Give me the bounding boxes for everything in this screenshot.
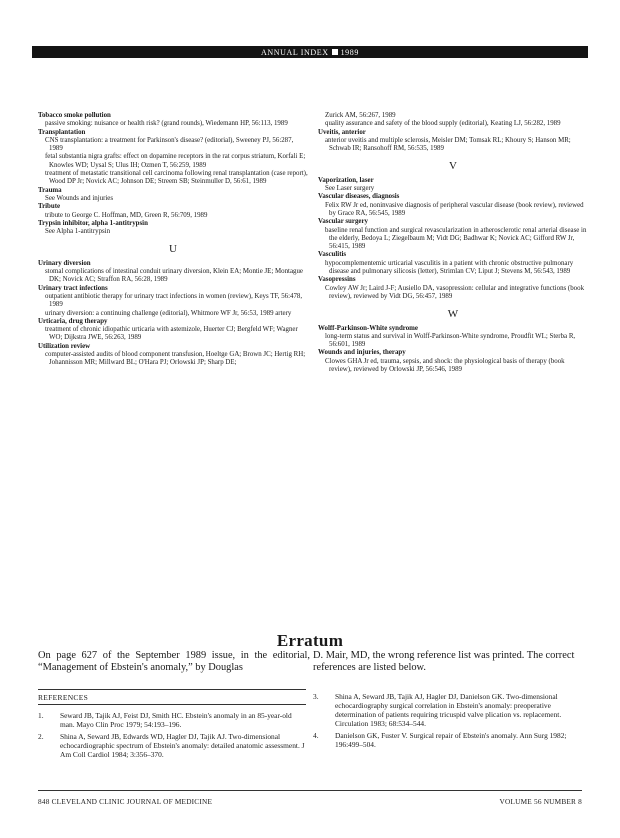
index-group-u xyxy=(38,260,308,368)
reference-number: 2. xyxy=(38,732,44,741)
header-square-glyph xyxy=(332,49,338,55)
index-subentry: long-term status and survival in Wolff-Parkinson-White syndrome, Proudfit WL; Sterba R, 56:601, 1989 xyxy=(325,332,576,349)
index-subentry: See Laser surgery xyxy=(325,185,375,193)
reference-item xyxy=(313,731,581,749)
index-subentry: fetal substantia nigra grafts: effect on dopamine receptors in the rat corpus striatum, Korfali E; Knowles WD; Uysal S; Ulus IH; Ozmen T, 56:259, 1989 xyxy=(45,153,306,169)
index-subentry: Cowley AW Jr; Laird J-F; Ausiello DA, vasopression: cellular and integrative functions (book review), reviewed by Vidt DG, 56:457, 1989 xyxy=(325,284,585,300)
index-subentry: Clowes GHA Jr ed, trauma, sepsis, and shock: the physiological basis of therapy (book review), reviewed by Orlowski JP, 56:546, 1989 xyxy=(325,357,565,374)
section-letter-w: W xyxy=(447,308,459,321)
section-letter-u: U xyxy=(169,243,177,256)
index-heading: Vascular surgery xyxy=(318,218,368,226)
reference-item xyxy=(313,692,581,728)
index-heading: Utilization review xyxy=(38,342,91,350)
index-subentry: Zurick AM, 56:267, 1989 xyxy=(325,112,396,119)
index-heading: Trypsin inhibitor, alpha 1-antitrypsin xyxy=(38,219,148,227)
index-subentry: computer-assisted audits of blood component transfusion, Hoeltge GA; Brown JC; Hertig RH; Johannisson MR; Millward BL; O'Hara PJ; Orlowski JP; Sharp DE; xyxy=(45,351,306,367)
footer-journal: 848 CLEVELAND CLINIC JOURNAL OF MEDICINE xyxy=(38,797,213,806)
references-list-left xyxy=(38,711,306,762)
index-subentry: Felix RW Jr ed, noninvasive diagnosis of peripheral vascular disease (book review), reviewed by Grace RA, 56:545, 1989 xyxy=(325,201,584,217)
section-letter-v: V xyxy=(449,160,457,173)
running-header xyxy=(32,46,588,58)
footer-volume: VOLUME 56 NUMBER 8 xyxy=(499,797,582,806)
index-subentry: passive smoking: nuisance or health risk? (grand rounds), Wiedemann HP, 56:113, 1989 xyxy=(45,120,288,128)
index-group-v xyxy=(318,177,588,301)
index-continuation xyxy=(318,112,588,129)
index-heading: Urinary tract infections xyxy=(38,284,108,292)
index-subentry: stomal complications of intestinal conduit urinary diversion, Klein EA; Montie JE; Montague DK; Novick AC; Straffon RA, 56:28, 1989 xyxy=(45,268,303,284)
index-subentry: See Alpha 1-antitrypsin xyxy=(45,228,111,236)
index-heading: Vaporization, laser xyxy=(318,176,374,184)
index-subentry: anterior uveitis and multiple sclerosis, Meisler DM; Tomsak RL; Khoury S; Hanson MR; Schwab IR; Ransohoff RM, 56:535, 1989 xyxy=(325,136,571,153)
reference-number: 1. xyxy=(38,711,44,720)
index-group-w xyxy=(318,325,588,375)
references-heading: REFERENCES xyxy=(38,693,89,702)
index-group-t xyxy=(38,112,308,236)
index-heading: Tribute xyxy=(38,203,61,211)
references-list-right xyxy=(313,692,581,752)
index-column-left xyxy=(38,112,308,368)
index-heading: Uveitis, anterior xyxy=(318,128,366,136)
reference-item xyxy=(38,732,306,759)
index-subentry: outpatient antibiotic therapy for urinary tract infections in women (review), Keys TF, 56:478, 1989 xyxy=(45,292,303,309)
index-heading: Tobacco smoke pollution xyxy=(38,112,111,119)
index-subentry: baseline renal function and surgical revascularization in atherosclerotic renal arterial disease in the elderly, Bedoya L; Ziegelbaum M; Vidt DG; Badhwar K; Novick AC; Gifford RW Jr, 56:415, 1989 xyxy=(325,226,587,251)
index-subentry: hypocomplementemic urticarial vasculitis in a patient with chronic obstructive pulmonary disease and pulmonary silicosis (letter), Strimlan CV; Liput J; Stevens M, 56:543, 1989 xyxy=(325,259,574,276)
index-heading: Urticaria, drug therapy xyxy=(38,317,108,325)
index-heading: Wounds and injuries, therapy xyxy=(318,349,406,357)
index-subentry: tribute to George C. Hoffman, MD, Green R, 56:709, 1989 xyxy=(45,211,208,219)
index-group-u-cont xyxy=(318,129,588,154)
index-subentry: CNS transplantation: a treatment for Parkinson's disease? (editorial), Sweeney PJ, 56:287, 1989 xyxy=(45,136,294,153)
reference-text: Seward JB, Tajik AJ, Feist DJ, Smith HC. Ebstein's anomaly in an 85-year-old man. Mayo Clin Proc 1979; 54:193–196. xyxy=(60,711,292,729)
reference-item xyxy=(38,711,306,729)
erratum-intro-right: D. Mair, MD, the wrong reference list was printed. The correct references are listed below. xyxy=(313,650,575,674)
index-subentry: treatment of chronic idiopathic urticaria with astemizole, Huerter CJ; Bergfeld WF; Wagner WO; Dijkstra JWE, 56:263, 1989 xyxy=(45,326,298,342)
references-top-rule xyxy=(38,689,306,690)
header-year: 1989 xyxy=(340,47,359,57)
index-subentry: See Wounds and injuries xyxy=(45,194,114,202)
index-heading: Vasculitis xyxy=(318,251,347,259)
references-heading-rule xyxy=(38,704,306,705)
reference-text: Shina A, Seward JB, Tajik AJ, Hagler DJ, Danielson GK. Two-dimensional echocardiography surgical correlation in Ebstein's anomaly: preoperative determination of patients requiring tricuspid valve plication vs. replacement. Circulation 1983; 68:534–544. xyxy=(335,692,562,728)
reference-text: Shina A, Seward JB, Edwards WD, Hagler DJ, Tajik AJ. Two-dimensional echocardiographic spectrum of Ebstein's anomaly: detailed anatomic assessment. J Am Coll Cardiol 1984; 3:356–370. xyxy=(60,732,305,759)
index-subentry: urinary diversion: a continuing challenge (editorial), Whitmore WF Jr, 56:53, 1989 artery xyxy=(45,309,292,317)
index-heading: Transplantation xyxy=(38,128,86,136)
erratum-intro-left: On page 627 of the September 1989 issue, in the editorial, “Management of Ebstein's anomaly,” by Douglas xyxy=(38,650,310,674)
index-heading: Urinary diversion xyxy=(38,259,91,267)
erratum-title: Erratum xyxy=(276,631,344,650)
index-heading: Vascular diseases, diagnosis xyxy=(318,193,400,201)
reference-number: 4. xyxy=(313,731,319,740)
index-heading: Wolff-Parkinson-White syndrome xyxy=(318,324,418,332)
reference-text: Danielson GK, Fuster V. Surgical repair of Ebstein's anomaly. Ann Surg 1982; 196:499–504. xyxy=(335,731,567,749)
index-heading: Vasopressins xyxy=(318,276,356,284)
index-heading: Trauma xyxy=(38,186,62,194)
index-column-right xyxy=(318,112,588,374)
reference-number: 3. xyxy=(313,692,319,701)
index-subentry: quality assurance and safety of the blood supply (editorial), Keating LJ, 56:282, 1989 xyxy=(325,120,561,128)
header-title: ANNUAL INDEX xyxy=(261,47,329,57)
index-subentry: treatment of metastatic transitional cell carcinoma following renal transplantation (case report), Wood DP Jr; Novick AC; Johnson DE; Streem SB; Steinmuller D, 56:61, 1989 xyxy=(45,170,308,186)
footer-rule xyxy=(38,790,582,791)
